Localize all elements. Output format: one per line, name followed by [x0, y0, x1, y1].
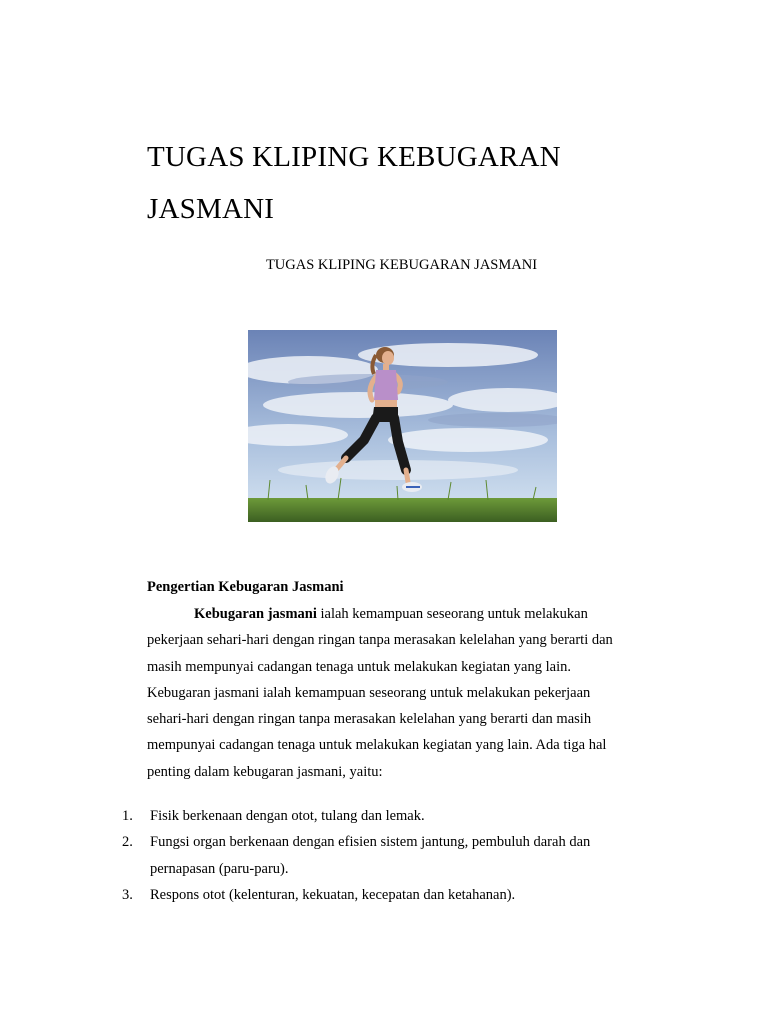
paragraph-line-2: pekerjaan sehari-hari dengan ringan tanpa merasakan kelelahan yang berarti dan [147, 632, 613, 649]
list-number: 3. [122, 886, 133, 903]
list-text-line-1: Fisik berkenaan dengan otot, tulang dan lemak. [150, 808, 425, 824]
title-line-1: TUGAS KLIPING KEBUGARAN [147, 141, 561, 173]
title-line-2: JASMANI [147, 193, 275, 225]
document-subtitle: TUGAS KLIPING KEBUGARAN JASMANI [265, 257, 538, 273]
paragraph-line-7: penting dalam kebugaran jasmani, yaitu: [147, 763, 383, 780]
list-number: 2. [122, 834, 133, 851]
list-item [122, 882, 662, 908]
definition-paragraph [147, 601, 657, 785]
list-text [150, 882, 662, 908]
grass [248, 498, 557, 522]
paragraph-line-5: sehari-hari dengan ringan tanpa merasakan kelelahan yang berarti dan masih [147, 711, 592, 728]
paragraph-line-1 [147, 601, 657, 627]
runner-photo [248, 330, 557, 522]
list-text [150, 829, 662, 882]
section-heading: Pengertian Kebugaran Jasmani [147, 579, 344, 595]
bold-lead: Kebugaran jasmani [194, 606, 317, 622]
line1-rest: ialah kemampuan seseorang untuk melakukan [316, 606, 588, 622]
document-title [147, 131, 667, 235]
paragraph-line-3: masih mempunyai cadangan tenaga untuk melakukan kegiatan yang lain. [147, 658, 571, 675]
list-text-line-1: Respons otot (kelenturan, kekuatan, kecepatan dan ketahanan). [150, 886, 516, 903]
list-text-line-1: Fungsi organ berkenaan dengan efisien sistem jantung, pembuluh darah dan [150, 834, 591, 851]
list-text [150, 803, 662, 829]
paragraph-line-4: Kebugaran jasmani ialah kemampuan seseorang untuk melakukan pekerjaan [147, 684, 591, 701]
paragraph-line-6: mempunyai cadangan tenaga untuk melakukan kegiatan yang lain. Ada tiga hal [147, 737, 607, 754]
list-item [122, 803, 662, 829]
list-text-line-2: pernapasan (paru-paru). [150, 860, 289, 877]
list-item [122, 829, 662, 882]
list-number: 1. [122, 808, 133, 824]
numbered-list [122, 803, 662, 908]
